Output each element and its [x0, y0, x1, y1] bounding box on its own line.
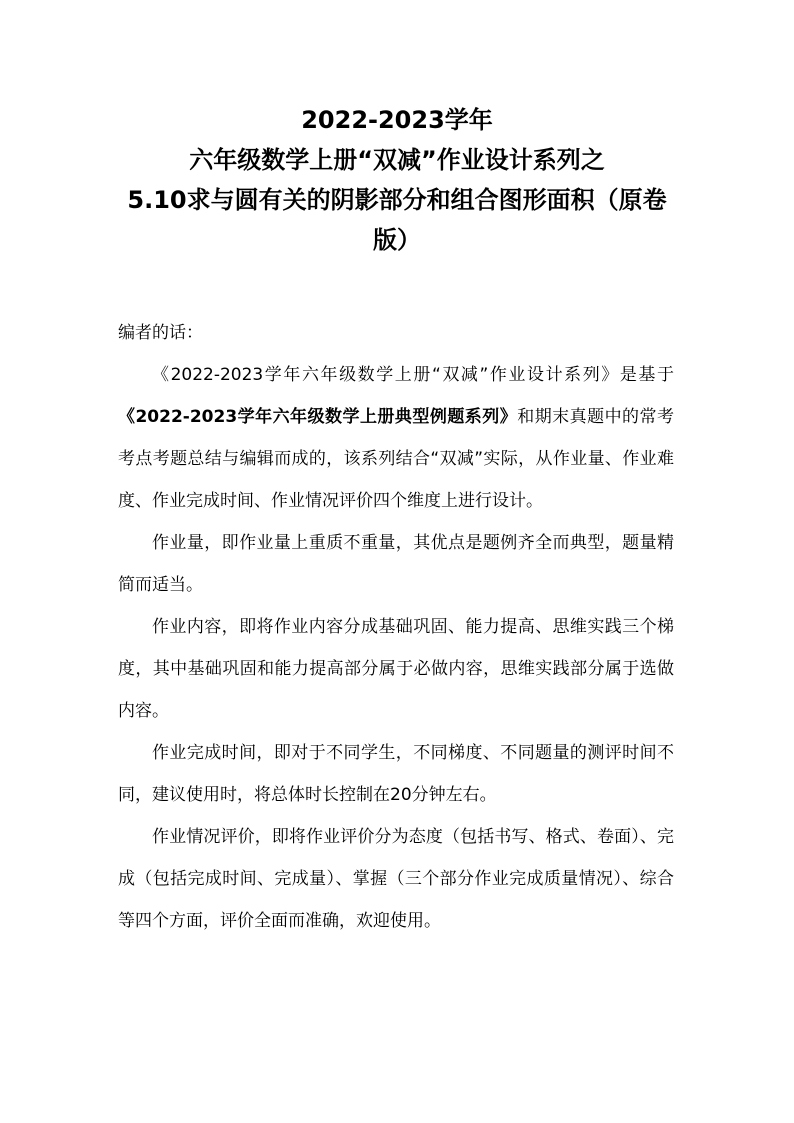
paragraph-content: 作业内容，即将作业内容分成基础巩固、能力提高、思维实践三个梯度，其中基础巩固和能力提高部分属于必做内容，思维实践部分属于选做内容。	[118, 617, 674, 721]
paragraph-workload: 作业量，即作业量上重质不重量，其优点是题例齐全而典型，题量精简而适当。	[118, 533, 674, 595]
paragraph-time: 作业完成时间，即对于不同学生，不同梯度、不同题量的测评时间不同，建议使用时，将总体时长控制在20分钟左右。	[118, 743, 674, 805]
title-line-topic: 5.10求与圆有关的阴影部分和组合图形面积（原卷版）	[127, 186, 667, 254]
editor-note	[118, 312, 674, 942]
paragraph-evaluation: 作业情况评价，即将作业评价分为态度（包括书写、格式、卷面）、完成（包括完成时间、完成量）、掌握（三个部分作业完成质量情况）、综合等四个方面，评价全面而准确，欢迎使用。	[118, 827, 674, 931]
paragraph-intro-bold-series: 《2022-2023学年六年级数学上册典型例题系列》	[118, 407, 518, 427]
paragraph-intro	[118, 354, 674, 522]
paragraph-intro-text-1: 《2022-2023学年六年级数学上册“双减”作业设计系列》是基于	[152, 365, 674, 385]
title-line-series: 六年级数学上册“双减”作业设计系列之	[189, 146, 605, 174]
document-title	[110, 100, 684, 260]
title-line-year: 2022-2023学年	[301, 106, 493, 134]
editor-note-label: 编者的话：	[118, 323, 203, 343]
paragraph-intro-text-2: 和期末真题中的常考考点考题总结与编辑而成的，该系列结合“双减”实际，从作业量、作业难度、作业完成时间、作业情况评价四个维度上进行设计。	[118, 407, 675, 511]
